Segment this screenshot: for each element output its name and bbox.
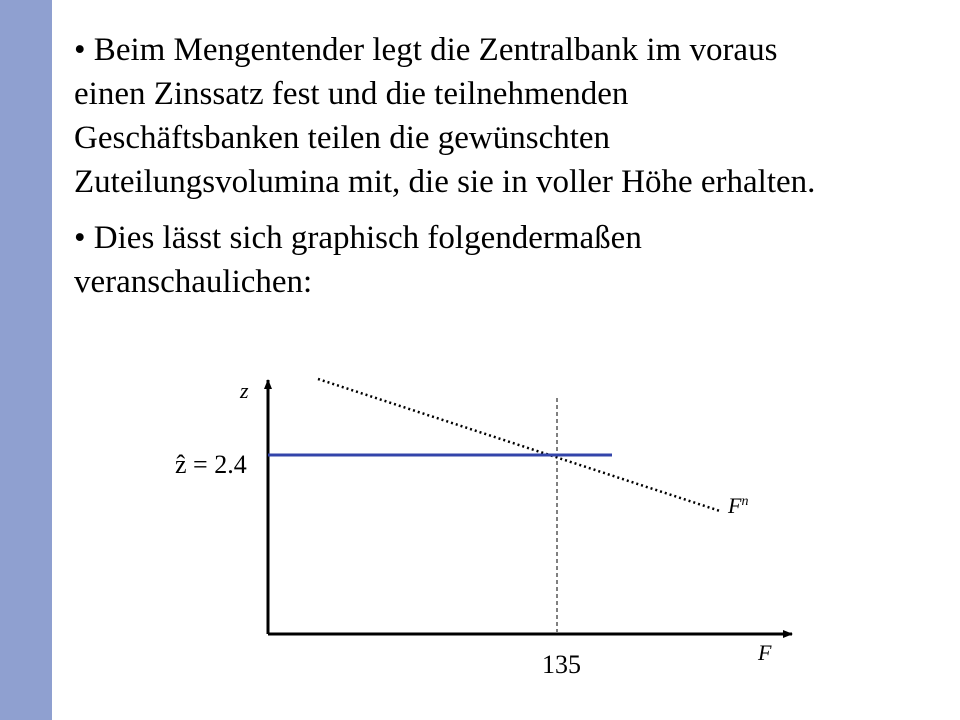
volume-tick-label: 135: [542, 650, 581, 679]
bullet-1-line-2: einen Zinssatz fest und die teilnehmenden: [74, 76, 629, 112]
bullet-1-line-3: Geschäftsbanken teilen die gewünschten: [74, 120, 611, 156]
bullet-1-line-1: • Beim Mengentender legt die Zentralbank im voraus: [74, 32, 778, 68]
fixed-rate-label: ẑ = 2.4: [175, 450, 247, 479]
x-axis-label: F: [758, 640, 772, 665]
demand-curve-label-base: F: [728, 493, 742, 518]
demand-curve-line: [318, 379, 720, 511]
bullet-1-line-4: Zuteilungsvolumina mit, die sie in voller Höhe erhalten.: [74, 164, 816, 200]
bullet-2-line-2: veranschaulichen:: [74, 264, 313, 300]
demand-curve-label-sup: n: [741, 494, 749, 509]
demand-curve-label: [727, 493, 748, 518]
y-axis-label: z: [240, 378, 249, 403]
bullet-2-line-1: • Dies lässt sich graphisch folgendermaßen: [74, 220, 642, 256]
